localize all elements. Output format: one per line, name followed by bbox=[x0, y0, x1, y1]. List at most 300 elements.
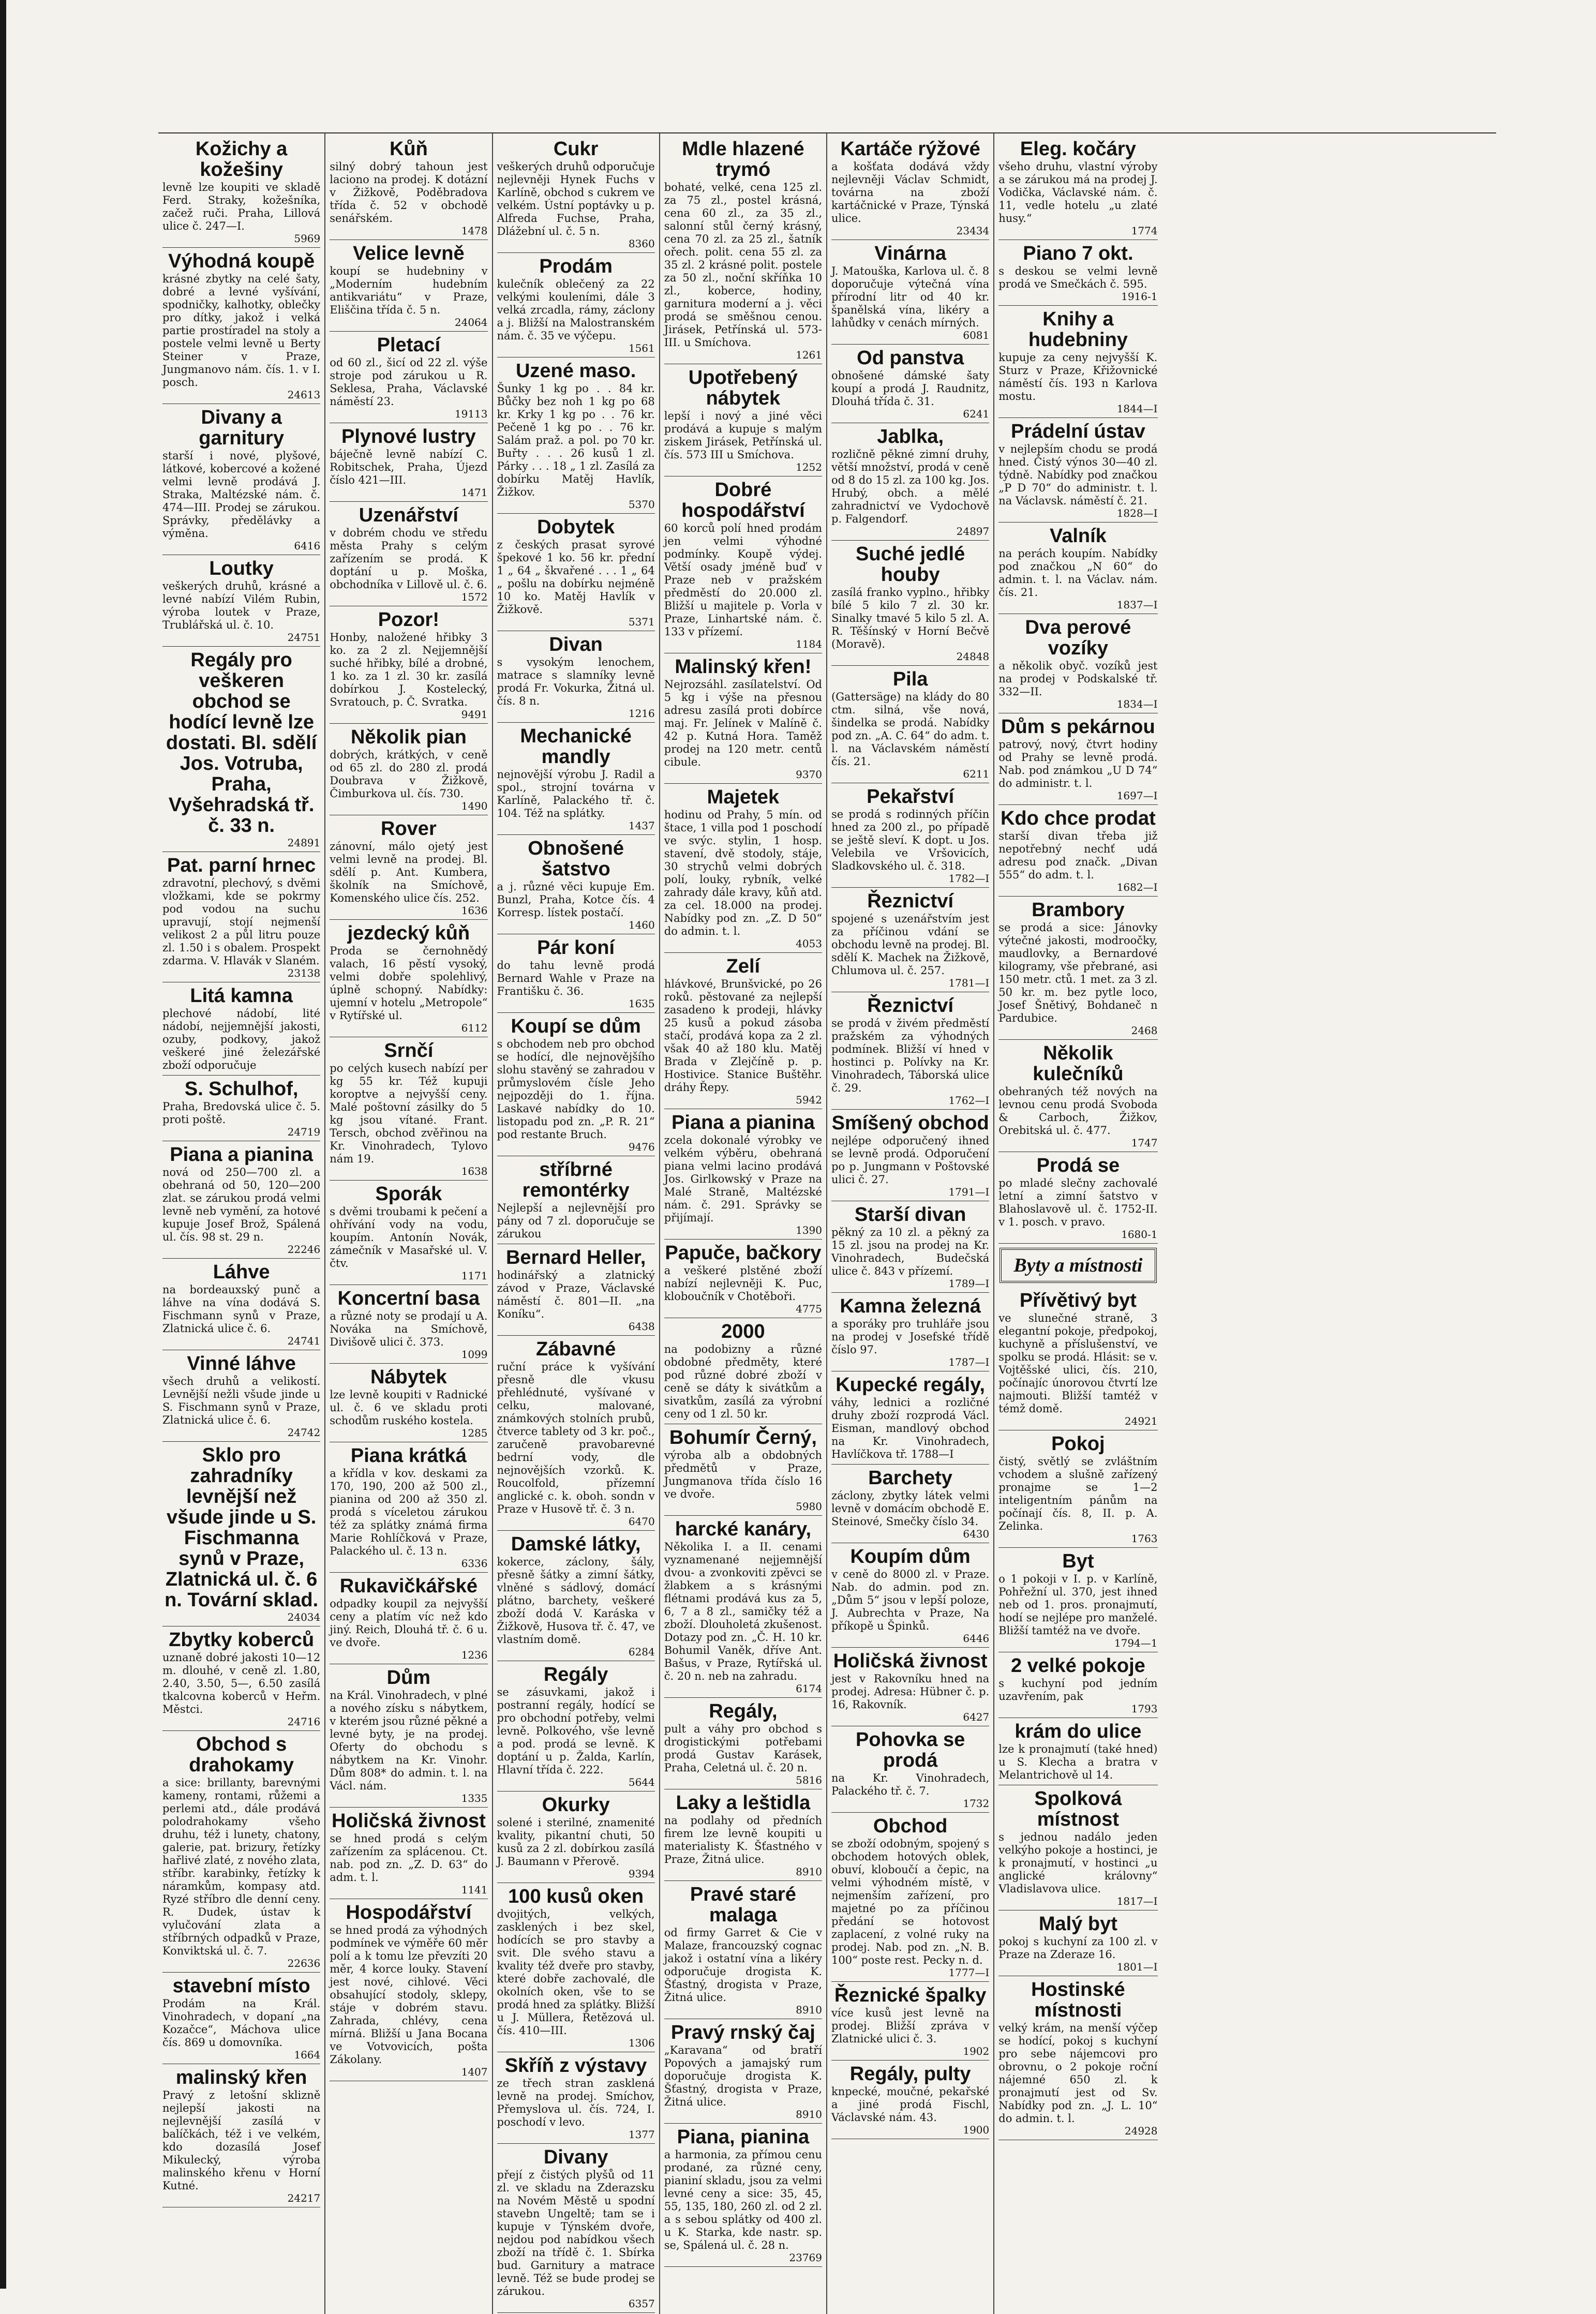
ad-number: 23138 bbox=[287, 967, 321, 979]
ad-text: Pravý z letošní sklizně nejlepší jakosti na nejlevnější zasílá v balíčkách, též i ve velkém, kdo dozasílá Josef Mikulecký, výroba malinského křenu v Horní Kutné. bbox=[162, 2089, 321, 2192]
ad-heading: Obchod s drahokamy bbox=[189, 1734, 294, 1776]
classified-ad bbox=[664, 1699, 822, 1789]
classified-ad bbox=[998, 419, 1157, 522]
ad-heading: Jablka, bbox=[877, 426, 944, 447]
ad-number: 8910 bbox=[796, 2108, 822, 2121]
ad-heading: Přívětivý byt bbox=[1019, 1290, 1137, 1311]
classified-ad bbox=[998, 1153, 1157, 1244]
ad-text: na Kr. Vinohradech, Palackého tř. č. 7. bbox=[831, 1772, 990, 1797]
ad-heading: Rukavičkářské bbox=[339, 1575, 478, 1597]
ad-text: se hned prodá za výhodných podmínek ve výměře 60 měr polí a k tomu lze převzíti 20 měr, 4 korce louky. Stavení jest nové, cihlové. Věci obsahující stodoly, sklepy, stáje v dobrém stavu. Zahrada, chlévy, cena mírná. Bližší u Jana Bocana ve Votvovicích, pošta Zákolany. bbox=[330, 1924, 488, 2066]
ad-number: 9476 bbox=[628, 1141, 655, 1153]
classified-ad bbox=[998, 307, 1157, 418]
classified-ad bbox=[831, 2062, 989, 2139]
classified-ad bbox=[998, 1786, 1157, 1910]
ad-text: na podobizny a různé obdobné předměty, které pod různé dobré zboží v ceně se dáty k sivátkům a sivatkům, zasílá za výrobní ceny od 1 zl. 50 kr. bbox=[664, 1343, 822, 1420]
ad-heading: Suché jedlé houby bbox=[856, 543, 965, 586]
ad-text: s obchodem neb pro obchod se hodící, dle nejnovějšího slohu stavěný se zahradou v průmyslovém čísle Jeho nejpozději do 1. října. Laskavé nabídky do 10. listopadu pod zn. „P. R. 21“ pod restante Bruch. bbox=[497, 1038, 655, 1141]
ad-heading: Papuče, bačkory bbox=[665, 1242, 822, 1264]
classified-ad bbox=[831, 1727, 989, 1813]
ad-number: 1664 bbox=[294, 2049, 321, 2061]
classified-ad bbox=[497, 137, 655, 253]
classified-ad bbox=[162, 137, 320, 248]
ad-heading: Pokoj bbox=[1051, 1433, 1105, 1455]
ad-text: pult a váhy pro obchod s drogistickými potřebami prodá Gustav Karásek, Praha, Celetná ul. č. 20 n. bbox=[664, 1723, 822, 1774]
ad-number: 1561 bbox=[628, 342, 655, 354]
ad-number: 1682—I bbox=[1116, 881, 1158, 893]
ad-heading: Regály, bbox=[709, 1700, 778, 1722]
ad-heading: Dobytek bbox=[537, 516, 615, 538]
ad-heading: Dům bbox=[386, 1667, 431, 1689]
column-5 bbox=[827, 133, 994, 2314]
ad-text: velký krám, na menší výčep se hodící, pokoj s kuchyní pro sebe nájemcovi pro obrovnu, o 2 pokoje roční nájemné 650 zl. k pronajmutí jest od Sv. Nabídky pod zn. „J. L. 10“ do admin. t. l. bbox=[998, 2022, 1158, 2125]
ad-number: 1697—I bbox=[1116, 789, 1158, 802]
classified-ad bbox=[497, 1337, 655, 1531]
ad-number: 1141 bbox=[461, 1884, 488, 1896]
classified-ad bbox=[998, 806, 1157, 897]
classified-ad bbox=[831, 137, 989, 240]
ad-text: Nejrozsáhl. zasílatelství. Od 5 kg i výše na přesnou adresu zasílá proti dobírce maj. Fr. Jelínek v Malíně č. 42 p. Kutná Hora. Taměž prodej na 120 metr. centů cibule. bbox=[664, 678, 822, 768]
ad-number: 6470 bbox=[628, 1515, 655, 1528]
ad-heading: Sporák bbox=[375, 1183, 442, 1205]
ad-text: jest v Rakovníku hned na prodej. Adresa: Hübner č. p. 16, Rakovník. bbox=[831, 1673, 990, 1711]
classified-ad bbox=[497, 836, 655, 934]
ad-number: 1791—I bbox=[948, 1186, 990, 1198]
ad-number: 24928 bbox=[1124, 2125, 1158, 2137]
classified-ad bbox=[831, 784, 989, 888]
ad-number: 1787—I bbox=[948, 1356, 990, 1368]
ad-text: patrový, nový, čtvrt hodiny od Prahy se levně prodá. Nab. pod známkou „U D 74“ do administr. t. l. bbox=[998, 738, 1158, 789]
ad-number: 1636 bbox=[461, 904, 488, 917]
ad-number: 1900 bbox=[963, 2124, 990, 2136]
ad-number: 1794—1 bbox=[1114, 1637, 1158, 1649]
ad-number: 1817—I bbox=[1116, 1895, 1158, 1907]
classified-ad bbox=[162, 983, 320, 1076]
ad-number: 1789—I bbox=[948, 1277, 990, 1290]
ad-text: uznaně dobré jakosti 10—12 m. dlouhé, v ceně zl. 1.80, 2.40, 3.50, 5—, 6.50 zasílá tkalcovna koberců v Heřm. Městci. bbox=[162, 1651, 321, 1715]
classified-ad bbox=[330, 1443, 487, 1573]
ad-heading: Piana a pianina bbox=[672, 1112, 815, 1133]
ad-heading: Piano 7 okt. bbox=[1023, 243, 1133, 264]
ad-text: krásné zbytky na celé šaty, dobré a levné vyšívání, spodničky, kalhotky, oblečky pro dítky, jakož i velká partie prostíradel na stoly a postele velmi levně u Berty Steiner v Praze, Jungmanovo nám. čís. 1. v I. posch. bbox=[162, 273, 321, 389]
ad-heading: Regály, pulty bbox=[849, 2063, 971, 2085]
ad-text: nová od 250—700 zl. a obehraná od 50, 120—200 zlat. se zárukou prodá velmi levně neb vymění, za hotové kupuje Josef Brož, Spálená ul. čís. 98 st. 29 n. bbox=[162, 1166, 321, 1243]
column-6 bbox=[994, 133, 1161, 2314]
ad-heading: Pletací bbox=[377, 334, 441, 356]
ad-heading: Bohumír Černý, bbox=[669, 1427, 817, 1449]
ad-number: 1763 bbox=[1131, 1532, 1158, 1545]
ad-number: 5969 bbox=[294, 232, 321, 245]
ad-heading: Prádelní ústav bbox=[1010, 421, 1145, 442]
classified-ad bbox=[162, 1077, 320, 1141]
ad-text: levně lze koupiti ve skladě Ferd. Straky, kožešníka, začež ruči. Praha, Lillová ulice č. 247—I. bbox=[162, 181, 321, 232]
ad-heading: 2 velké pokoje bbox=[1010, 1655, 1145, 1677]
ad-text: po celých kusech nabízí per kg 55 kr. Též kupuji koroptve a nejvyšší ceny. Malé poštovní zásilky do 5 kg jsou vítané. Frant. Tersch, obchod zvěřinou na Kr. Vinohradech, Tylovo nám 19. bbox=[330, 1062, 488, 1165]
ad-number: 22246 bbox=[287, 1243, 321, 1256]
classified-ad bbox=[330, 424, 487, 502]
ad-number: 1377 bbox=[628, 2128, 655, 2141]
classified-ad bbox=[162, 853, 320, 982]
classified-ad bbox=[162, 1732, 320, 1973]
ad-heading: Několik pian bbox=[350, 726, 467, 748]
ad-text: a různé noty se prodají u A. Nováka na Smíchově, Divišově ulici č. 373. bbox=[330, 1310, 488, 1348]
classified-ad bbox=[330, 725, 487, 815]
ad-number: 1460 bbox=[628, 919, 655, 931]
ad-number: 1216 bbox=[628, 707, 655, 720]
ad-number: 5816 bbox=[796, 1774, 822, 1786]
ad-number: 24719 bbox=[287, 1126, 321, 1138]
classified-ad bbox=[998, 898, 1157, 1040]
ad-number: 1261 bbox=[796, 349, 822, 361]
ad-number: 1306 bbox=[628, 2037, 655, 2049]
ad-number: 24897 bbox=[956, 525, 990, 538]
column-2 bbox=[325, 133, 493, 2314]
classified-ad bbox=[330, 1900, 487, 2081]
ad-number: 1236 bbox=[461, 1649, 488, 1661]
ad-number: 19113 bbox=[454, 408, 488, 420]
classified-ad bbox=[998, 1041, 1157, 1152]
ad-number: 6112 bbox=[461, 1022, 488, 1034]
classified-ad bbox=[497, 1245, 655, 1336]
page-edge bbox=[0, 0, 6, 2289]
ad-heading: Divany bbox=[543, 2146, 608, 2168]
classified-ad bbox=[162, 1974, 320, 2064]
ad-number: 1407 bbox=[461, 2066, 488, 2078]
ad-text: dvojitých, velkých, zasklených i bez skel, hodících se pro stavby a svit. Dle svého stavu a kvality též dveře pro stavby, které dobře zachovalé, dle okolních oken, vše to se prodá hned za splátky. Bližší u J. Müllera, Řetězová ul. čís. 410—III. bbox=[497, 1908, 655, 2037]
classified-ad bbox=[998, 524, 1157, 614]
ad-number: 1471 bbox=[461, 486, 488, 499]
ad-heading: Piana a pianina bbox=[170, 1144, 313, 1166]
ad-number: 24064 bbox=[454, 316, 488, 329]
ad-heading: Dům s pekárnou bbox=[1001, 716, 1155, 738]
ad-heading: Koupím dům bbox=[850, 1546, 971, 1567]
ad-number: 1801—I bbox=[1116, 1961, 1158, 1973]
ad-heading: Damské látky, bbox=[511, 1533, 641, 1555]
ad-number: 24741 bbox=[287, 1335, 321, 1347]
ad-text: a sice: brillanty, barevnými kameny, rontami, růžemi a perlemi atd., dále prodává polodrahokamy všeho druhu, též i lunety, chatony, galerie, pat. brizury, řetízky hařlivé zlaté, z nového zlata, stříbr. karabinky, řetízky k náramkům, kompasy atd. Ryzé stříbro dle denní ceny. R. Dudek, ústav k vylučování zlata a stříbrných odpadků v Praze, Konviktská ul. č. 7. bbox=[162, 1776, 321, 1957]
ad-text: a několik obyč. vozíků jest na prodej v Podskalské tř. 332—II. bbox=[998, 660, 1158, 698]
ad-number: 6336 bbox=[461, 1557, 488, 1570]
ad-text: na perách koupím. Nabídky pod značkou „N 60“ do admin. t. l. na Václav. nám. čís. 21. bbox=[998, 547, 1158, 599]
classified-ad bbox=[162, 1351, 320, 1442]
ad-text: záclony, zbytky látek velmi levně v domácím obchodě E. Steinové, Smečky číslo 34. bbox=[831, 1489, 990, 1528]
classified-ad bbox=[831, 667, 989, 783]
ad-text: hodinářský a zlatnický závod v Praze, Václavské náměstí č. 801—II. „na Koníku“. bbox=[497, 1269, 655, 1320]
ad-number: 1490 bbox=[461, 800, 488, 812]
ad-heading: 2000 bbox=[721, 1321, 765, 1342]
ad-text: solené i sterilné, znamenité kvality, pikantní chuti, 50 kusů za 2 zl. dobírkou zasílá J. Baumann v Přerově. bbox=[497, 1816, 655, 1868]
ad-number: 1828—I bbox=[1116, 507, 1158, 519]
ad-number: 1680-1 bbox=[1121, 1228, 1158, 1241]
ad-heading: Valník bbox=[1049, 525, 1107, 547]
ad-heading: Kdo chce prodat bbox=[1000, 808, 1156, 829]
classified-ad bbox=[330, 921, 487, 1037]
ad-text: odpadky koupil za nejvyšší ceny a platím víc než kdo jiný. Reich, Dlouhá tř. č. 6 u. ve dvoře. bbox=[330, 1598, 488, 1649]
ad-heading: Pozor! bbox=[378, 609, 439, 631]
classified-ad bbox=[330, 333, 487, 423]
ad-text: Praha, Bredovská ulice č. 5. proti poště. bbox=[162, 1100, 321, 1126]
ad-number: 6416 bbox=[294, 540, 321, 552]
ad-heading: Majetek bbox=[707, 786, 780, 808]
ad-text: všeho druhu, vlastní výroby a se zárukou má na prodej J. Vodička, Václavské nám. č. 11, vedle hotelu „u zlaté husy.“ bbox=[998, 160, 1158, 225]
classified-ad bbox=[162, 1142, 320, 1259]
ad-number: 24742 bbox=[287, 1426, 321, 1439]
classified-ad bbox=[831, 424, 989, 541]
classified-ad bbox=[497, 359, 655, 514]
ad-heading: Barchety bbox=[868, 1467, 952, 1489]
classified-ad bbox=[664, 1425, 822, 1516]
ad-heading: Pár koní bbox=[537, 937, 615, 959]
ad-text: s deskou se velmi levně prodá ve Smečkách č. 595. bbox=[998, 265, 1158, 290]
classified-ad bbox=[998, 1719, 1157, 1785]
ad-heading: Pat. parní hrnec bbox=[167, 855, 316, 876]
ad-text: po mladé slečny zachovalé letní a zimní šatstvo v Blahoslavově ul. č. 1752-II. v 1. posch. v pravo. bbox=[998, 1177, 1158, 1228]
ad-text: bohaté, velké, cena 125 zl. za 75 zl., postel krásná, cena 60 zl., za 35 zl., salonní stůl černý krásný, cena 70 zl. za 25 zl., šatník ořech. polit. cena 55 zl. za 35 zl. 2 krásné polit. postele za 50 zl., noční skříňka 10 zl., koberce, hodiny, garnitura moderní a j. věci prodá se směšnou cenou. Jirásek, Petřínská ul. 573-III. u Smíchova. bbox=[664, 181, 822, 349]
ad-heading: Obnošené šatstvo bbox=[528, 838, 624, 880]
ad-heading: Malý byt bbox=[1038, 1913, 1117, 1935]
ad-text: od 60 zl., šicí od 22 zl. výše stroje pod zárukou u R. Seklesa, Praha, Václavské náměstí 23. bbox=[330, 356, 488, 408]
ad-number: 23434 bbox=[956, 225, 990, 237]
classified-ad bbox=[998, 1549, 1157, 1652]
ad-number: 4053 bbox=[796, 937, 822, 950]
ad-text: na Král. Vinohradech, v plné a nového získu s nábytkem, v kterém jsou různé pěkné a levné byty, je na prodej. Oferty do obchodu s nábytkem na Kr. Vinohr. Dům 808* do admin. t. l. na Václ. nám. bbox=[330, 1689, 488, 1792]
classified-ad bbox=[998, 1288, 1157, 1430]
ad-heading: Láhve bbox=[213, 1261, 270, 1283]
ad-number: 1774 bbox=[1131, 225, 1158, 237]
ad-heading: 100 kusů oken bbox=[508, 1886, 644, 1907]
ad-heading: Okurky bbox=[542, 1794, 610, 1816]
ad-number: 4775 bbox=[796, 1303, 822, 1315]
ad-heading: Holičská živnost bbox=[331, 1810, 486, 1832]
ad-text: s kuchyní pod jedním uzavřením, pak bbox=[998, 1677, 1158, 1703]
ad-heading: Od panstva bbox=[857, 347, 964, 369]
ad-heading: Malinský křen! bbox=[675, 656, 812, 678]
ad-number: 1916-1 bbox=[1121, 290, 1158, 303]
ad-text: lze k pronajmutí (také hned) u S. Klecha a bratra v Melantrichově ul 14. bbox=[998, 1743, 1158, 1781]
ad-number: 24751 bbox=[287, 631, 321, 644]
ad-text: více kusů jest levně na prodej. Bližší zpráva v Zlatnické ulici č. 3. bbox=[831, 2007, 990, 2045]
classified-ad bbox=[664, 1110, 822, 1240]
classified-ad bbox=[831, 1372, 989, 1465]
ad-heading: Pravé staré malaga bbox=[690, 1884, 796, 1926]
ad-heading: Holičská živnost bbox=[833, 1650, 988, 1672]
ad-heading: stavební místo bbox=[172, 1975, 310, 1997]
ad-heading: Kupecké regály, bbox=[836, 1374, 985, 1396]
ad-text: hodinu od Prahy, 5 mín. od štace, 1 villa pod 1 poschodí ve svýc. stylin, 1 hosp. stavení, dvě stodoly, stáje, 30 strychů velmi dobrých polí, louky, rybník, velké zahrady dále kravy, kůň atd. za cel. 18.000 na prodej. Nabídky pod zn. „Z. D 50“ do admin. t. l. bbox=[664, 809, 822, 937]
ad-number: 6174 bbox=[796, 1682, 822, 1695]
ad-text: se prodá a sice: Jánovky výtečné jakosti, modroočky, maudlovky, a Bernardové kilogramy, vše přebrané, asi 150 metr. ctů. 1 met. za 3 zl. 50 kr. m. bez pytle loco, Josef Šnětivý, Bohdaneč n Pardubice. bbox=[998, 921, 1158, 1024]
ad-text: Honby, naložené hřibky 3 ko. za 2 zl. Nejjemnější suché hřibky, bílé a drobné, 1 ko. za 1 zl. 30 kr. zasílá dobírkou J. Kostelecký, Svratouch, p. Č. Svratka. bbox=[330, 631, 488, 708]
ad-number: 1844—I bbox=[1116, 402, 1158, 415]
classified-ad bbox=[162, 1443, 320, 1626]
ad-text: kulečník oblečený za 22 velkými kouleními, dále 3 velká zrcadla, rámy, záclony a j. Bližší na Malostranském nám. č. 35 ve výčepu. bbox=[497, 278, 655, 342]
classifieds-columns bbox=[158, 132, 1496, 2310]
ad-number: 8910 bbox=[796, 1865, 822, 1878]
ad-heading: Pravý rnský čaj bbox=[670, 2022, 815, 2043]
ad-heading: Pekařství bbox=[867, 786, 954, 808]
classified-ad bbox=[330, 137, 487, 240]
classified-ad bbox=[497, 1662, 655, 1792]
classified-ad bbox=[330, 607, 487, 724]
ad-number: 1252 bbox=[796, 461, 822, 473]
ad-number: 6241 bbox=[963, 408, 990, 420]
ad-number: 5644 bbox=[628, 1776, 655, 1788]
classified-ad bbox=[664, 654, 822, 784]
classified-ad bbox=[831, 241, 989, 345]
ad-heading: Dva perové vozíky bbox=[1025, 617, 1131, 659]
ad-heading: Uzené maso. bbox=[515, 360, 636, 382]
ad-number: 5371 bbox=[628, 616, 655, 628]
ad-number: 1171 bbox=[461, 1270, 488, 1282]
ad-heading: Zábavné bbox=[536, 1338, 616, 1360]
ad-number: 6427 bbox=[963, 1711, 990, 1723]
ad-text: a veškeré plstěné zboží nabízí nejlevněji K. Puc, kloboučník v Chotěboři. bbox=[664, 1264, 822, 1303]
classified-ad bbox=[497, 254, 655, 357]
ad-number: 1184 bbox=[796, 638, 822, 650]
classified-ad bbox=[330, 816, 487, 920]
classified-ad bbox=[162, 1628, 320, 1731]
ad-heading: Bernard Heller, bbox=[505, 1247, 646, 1268]
ad-heading: Plynové lustry bbox=[341, 426, 476, 447]
ad-heading: Obchod bbox=[873, 1815, 948, 1837]
ad-text: v ceně do 8000 zl. v Praze. Nab. do admin. pod zn. „Dům 5“ jsou v lepší poloze, J. Aubrechta v Praze, Na příkopě u Špinků. bbox=[831, 1568, 990, 1632]
classified-ad bbox=[998, 1977, 1157, 2140]
ad-text: dobrých, krátkých, v ceně od 65 zl. do 280 zl. prodá Doubrava v Žižkově, Čimburkova ul. čís. 730. bbox=[330, 749, 488, 800]
classified-ad bbox=[497, 2145, 655, 2313]
ad-heading: Výhodná koupě bbox=[168, 250, 315, 272]
ad-heading: Řeznické špalky bbox=[834, 1984, 987, 2006]
ad-heading: Piana, pianina bbox=[677, 2126, 810, 2148]
classified-ad bbox=[831, 1294, 989, 1371]
ad-number: 1572 bbox=[461, 591, 488, 603]
ad-number: 6081 bbox=[963, 329, 990, 341]
ad-heading: harcké kanáry, bbox=[675, 1518, 812, 1540]
classified-ad bbox=[831, 1983, 989, 2061]
classified-ad bbox=[162, 405, 320, 555]
classified-ad bbox=[831, 889, 989, 992]
ad-text: na podlahy od předních firem lze levně koupiti u materialisty K. Šťastného v Praze, Žitná ulice. bbox=[664, 1814, 822, 1865]
column-3 bbox=[493, 133, 660, 2314]
classified-ad bbox=[497, 1532, 655, 1661]
ad-heading: Piana krátká bbox=[350, 1445, 467, 1467]
ad-text: starší divan třeba již nepotřebný nechť udá adresu pod značk. „Divan 555“ do adm. t. l. bbox=[998, 830, 1158, 881]
ad-heading: krám do ulice bbox=[1015, 1721, 1142, 1742]
ad-number: 23769 bbox=[789, 2251, 822, 2264]
section-heading: Byty a místnosti bbox=[1000, 1248, 1156, 1283]
ad-text: lepší i nový a jiné věci prodává a kupuje s malým ziskem Jirásek, Petřínská ul. čís. 573 III u Smíchova. bbox=[664, 410, 822, 461]
ad-heading: Smíšený obchod bbox=[831, 1112, 989, 1134]
ad-text: veškerých druhů, krásné a levné nabízí Vilém Rubin, výroba loutek v Praze, Trublářská ul. č. 10. bbox=[162, 580, 321, 631]
ad-number: 9491 bbox=[461, 708, 488, 721]
ad-number: 5942 bbox=[796, 1094, 822, 1106]
ad-text: Prodám na Král. Vinohradech, v dopaní „na Kozačce“, Máchova ulice čís. 869 u domovníka. bbox=[162, 1997, 321, 2049]
ad-heading: Knihy a hudebniny bbox=[1028, 308, 1128, 351]
ad-heading: Velice levně bbox=[353, 243, 465, 264]
ad-text: starší i nové, plyšové, látkové, kobercové a kožené velmi levně prodává J. Straka, Maltézské nám. č. 474—III. Prodej se zárukou. Správky, předělávky a výměna. bbox=[162, 450, 321, 540]
ad-text: kupuje za ceny nejvyšší K. Sturz v Praze, Křižovnické náměstí čís. 193 n Karlova mostu. bbox=[998, 351, 1158, 402]
classified-ad bbox=[162, 249, 320, 404]
ad-text: nejlépe odporučený ihned se levně prodá. Odporučení po p. Jungmann v Poštovské ulici č. 27. bbox=[831, 1134, 990, 1186]
ad-text: plechové nádobí, lité nádobí, nejjemnější jakosti, ozuby, podkovy, jakož veškeré jiné železářské zboží odporučuje bbox=[162, 1007, 321, 1071]
ad-text: a j. různé věci kupuje Em. Bunzl, Praha, Kotce čís. 4 Korresp. lístek postačí. bbox=[497, 880, 655, 919]
ad-heading: Uzenářství bbox=[359, 504, 458, 526]
ad-heading: Laky a leštidla bbox=[676, 1792, 811, 1814]
classified-ad bbox=[497, 1014, 655, 1156]
ad-number: 8360 bbox=[628, 237, 655, 250]
ad-text: se prodá s rodinných příčin hned za 200 zl., po případě se ještě sleví. K dopt. u Jos. Velebila ve Vršovicích, Sladkovského ul. č. 318. bbox=[831, 808, 990, 872]
ad-text: Nejlepší a nejlevnější pro pány od 7 zl. doporučuje se zárukou bbox=[497, 1202, 655, 1240]
classified-ad bbox=[831, 1111, 989, 1201]
classified-ad bbox=[664, 1517, 822, 1698]
ad-number: 1635 bbox=[628, 997, 655, 1010]
ad-text: s jednou nadálo jeden velkýho pokoje a hostinci, je k pronajmutí, v hostinci „u anglické královny“ Vladislavova ulice. bbox=[998, 1831, 1158, 1895]
ad-heading: Zbytky koberců bbox=[169, 1629, 315, 1651]
ad-heading: malinský křen bbox=[175, 2067, 307, 2088]
classified-ad bbox=[998, 714, 1157, 805]
ad-text: zdravotní, plechový, s dvěmi vložkami, kde se pokrmy pod vodou na suchu upravují, stojí nejmenší velikost 2 a půl litru pouze zl. 1.50 i s obalem. Prospekt zdarma. V. Hlavák v Slaném. bbox=[162, 877, 321, 967]
ad-heading: Cukr bbox=[553, 138, 599, 160]
ad-heading: Koupí se dům bbox=[511, 1016, 641, 1037]
ad-heading: Kožichy a kožešiny bbox=[195, 138, 288, 181]
classified-ad bbox=[664, 1790, 822, 1881]
ad-heading: Mechanické mandly bbox=[520, 725, 632, 768]
classified-ad bbox=[330, 1365, 487, 1442]
ad-text: výroba alb a obdobných předmětů v Praze, Jungmanova třída číslo 16 ve dvoře. bbox=[664, 1449, 822, 1500]
ad-text: se zásuvkami, jakož i postranní regály, hodící se pro obchodní potřeby, velmi levně. Polkového, vše levně a pod. prodá se levně. K doptání u p. Žalda, Karlín, Hlavní třída č. 222. bbox=[497, 1686, 655, 1776]
ad-text: silný dobrý tahoun jest laciono na prodej. K dotázní v Žižkově, Poděbradova třída č. 52 v obchodě senářském. bbox=[330, 160, 488, 225]
ad-text: spojené s uzenářstvím jest za příčinou vdání se obchodu levně na prodej. Bl. sdělí K. Machek na Žižkově, Chlumova ul. č. 257. bbox=[831, 913, 990, 977]
ad-number: 6438 bbox=[628, 1320, 655, 1333]
ad-text: a harmonia, za přímou cenu prodané, za různé ceny, pianiní skladu, jsou za velmi levné ceny a sice: 35, 45, 55, 135, 180, 260 zl. od 2 zl. a s sebou splátky od 400 zl. u K. Starka, kde nastr. sp. se, Spálená ul. č. 28 n. bbox=[664, 2148, 822, 2251]
ad-number: 24034 bbox=[287, 1611, 321, 1623]
ad-number: 1782—I bbox=[948, 872, 990, 885]
ad-heading: Nábytek bbox=[370, 1366, 447, 1388]
ad-text: a sporáky pro truhláře jsou na prodej v Josefské třídě číslo 97. bbox=[831, 1318, 990, 1356]
ad-text: J. Matouška, Karlova ul. č. 8 doporučuje výtečná vína přírodní litr od 40 kr. španělská vína, likéry a lahůdky v cenách mírných. bbox=[831, 265, 990, 329]
ad-heading: Loutky bbox=[209, 558, 274, 579]
ad-text: do tahu levně prodá Bernard Wahle v Praze na Františku č. 36. bbox=[497, 959, 655, 997]
ad-text: „Karavana“ od bratří Popových a jamajský rum doporučuje drogista K. Šťastný, drogista v Praze, Žitná ulice. bbox=[664, 2044, 822, 2108]
ad-number: 24921 bbox=[1124, 1415, 1158, 1427]
classified-ad bbox=[664, 1241, 822, 1318]
ad-text: všech druhů a velikostí. Levnější nežli všude jinde u S. Fischmann synů v Praze, Zlatnická ulice č. 6. bbox=[162, 1375, 321, 1426]
ad-heading: Kartáče rýžové bbox=[840, 138, 980, 160]
classified-ad bbox=[831, 993, 989, 1110]
ad-heading: Několik kulečníků bbox=[1033, 1042, 1124, 1085]
ad-number: 1902 bbox=[963, 2045, 990, 2057]
classified-ad bbox=[497, 935, 655, 1013]
ad-number: 1781—I bbox=[948, 977, 990, 989]
ad-heading: Mdle hlazené trymó bbox=[682, 138, 804, 181]
classified-ad bbox=[998, 241, 1157, 306]
ad-heading: Regály bbox=[543, 1664, 608, 1685]
ad-text: se prodá v živém předměstí pražském za výhodných podmínek. Bližší ví hned v hostinci p. Polívky na Kr. Vinohradech, Táborská ulice č. 29. bbox=[831, 1017, 990, 1094]
ad-number: 9370 bbox=[796, 768, 822, 781]
ad-heading: Prodám bbox=[539, 256, 613, 277]
classified-ad bbox=[831, 1544, 989, 1648]
classified-ad bbox=[664, 477, 822, 653]
ad-number: 1777—I bbox=[948, 1966, 990, 1979]
ad-text: nejnovější výrobu J. Radil a spol., strojní továrna v Karlíně, Palackého tř. č. 104. Též na splátky. bbox=[497, 768, 655, 819]
ad-text: a křídla v kov. deskami za 170, 190, 200 až 500 zl., pianina od 200 až 350 zl. prodá s víceletou zárukou též za splátky známá firma Marie Rohlíčková v Praze, Palackého ul. č. 13 n. bbox=[330, 1467, 488, 1557]
ad-text: na bordeauxský punč a láhve na vína dodává S. Fischmann synů v Praze, Zlatnická ulice č. 6. bbox=[162, 1283, 321, 1335]
ad-heading: stříbrné remontérky bbox=[522, 1159, 630, 1201]
ad-heading: Řeznictví bbox=[867, 995, 954, 1017]
ad-text: se hned prodá s celým zařízením za splácenou. Ct. nab. pod zn. „Z. D. 63“ do adm. t. l. bbox=[330, 1832, 488, 1884]
classified-ad bbox=[497, 1793, 655, 1883]
ad-number: 24217 bbox=[287, 2192, 321, 2204]
ad-number: 1747 bbox=[1131, 1137, 1158, 1149]
